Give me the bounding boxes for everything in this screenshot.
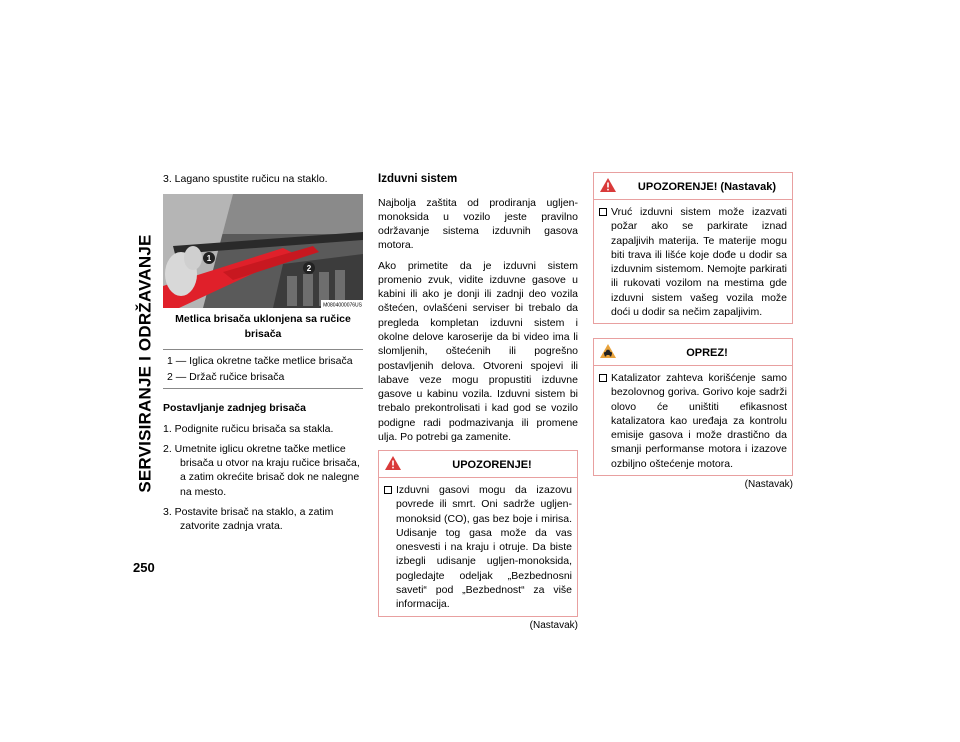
callout-1: 1 (206, 254, 212, 264)
warning-header (379, 451, 577, 478)
legend-item: 2 — Držač ručice brisača (167, 371, 285, 384)
caution-header (594, 339, 792, 366)
warning-item: Izduvni gasovi mogu da izazovu povrede ili smrt. Oni sadrže ugljen-monoksid (CO), gas bez boje i mirisa. Udisanje tog gasa može da vas onesvesti i na kraju i otruje. Da biste izbegli udisanje ugljen-monoksida, pogledajte odeljak „Bezbednosni saveti“ pod „Bezbednost“ za više informacija. (384, 483, 572, 611)
step-item: 1. Podignite ručicu brisača sa stakla. (163, 422, 334, 435)
caution-title: OPREZ! (686, 347, 728, 360)
figure-legend (163, 349, 363, 390)
caution-box (593, 338, 793, 476)
wiper-photo (163, 194, 363, 308)
checkbox-bullet-icon (599, 374, 607, 382)
warning-title: UPOZORENJE! (452, 459, 532, 472)
column-right (593, 172, 793, 492)
side-section-title: SERVISIRANJE I ODRŽAVANJE (135, 234, 155, 494)
continued-label: (Nastavak) (744, 478, 793, 490)
subheading-install-rear-wiper: Postavljanje zadnjeg brisača (163, 402, 306, 415)
warning-triangle-icon (600, 178, 616, 192)
caution-item: Katalizator zahteva korišćenje samo bezolovnog goriva. Gorivo koje sadrži olovo će uništiti efikasnost katalizatora kao uređaja za kontrolu emisije gasova i može drastično da smanji performanse motora i izazove ozbiljno oštećenje motora. (599, 371, 787, 471)
warning-title: UPOZORENJE! (Nastavak) (637, 181, 777, 193)
warning-box-continued (593, 172, 793, 324)
paragraph: Ako primetite da je izduvni sistem promenio zvuk, vidite izduvne gasove u kabini ili ako je donji ili zadnji deo vozila oštećen, ovlašćeni serviser bi trebalo da pregleda kompletan izduvni sistem i okolne delove karoserije da bi video ima li slomljenih, oštećenih ili pogrešno postavljenih delova. Otvoreni spojevi ili labave veze mogu propustiti izduvne gasove u kabinu vozila. Izduvni sistem bi trebalo prekontrolisati i kad god se vozilo podigne radi podmazivanja ili promene ulja. Po potrebi ga zamenite. (378, 259, 578, 443)
page-number: 250 (133, 560, 155, 575)
column-left (163, 172, 363, 539)
warning-item: Vruć izduvni sistem može izazvati požar ako se parkirate iznad zapaljivih materija. Te materije mogu biti trava ili lišće koje dođe u dodir sa izduvnim sistemom. Nemojte parkirati ili rukovati vozilom na mestima gde izduvni sistem vašeg vozila može doći u dodir sa nečim zapaljivim. (599, 205, 787, 319)
step-lower-arm: 3. Lagano spustite ručicu na staklo. (163, 173, 328, 185)
step-item: 3. Postavite brisač na staklo, a zatim zatvorite zadnja vrata. (163, 505, 334, 533)
continued-label: (Nastavak) (529, 619, 578, 631)
callout-2: 2 (306, 264, 312, 274)
checkbox-bullet-icon (384, 486, 392, 494)
car-caution-icon (600, 344, 616, 358)
section-heading-exhaust: Izduvni sistem (378, 173, 458, 185)
figure-caption: Metlica brisača uklonjena sa ručice brisača (175, 313, 351, 340)
paragraph: Najbolja zaštita od prodiranja ugljen-monoksida u vozilo jeste pravilno održavanje sistema izduvnih gasova motora. (378, 196, 578, 252)
warning-triangle-icon (385, 456, 401, 470)
legend-item: 1 — Iglica okretne tačke metlice brisača (167, 354, 353, 367)
checkbox-bullet-icon (599, 208, 607, 216)
step-item: 2. Umetnite iglicu okretne tačke metlice brisača u otvor na kraju ručice brisača, a zatim okrećite brisač dok ne nalegne na mesto. (163, 442, 360, 498)
column-middle (378, 172, 578, 632)
warning-box (378, 450, 578, 616)
figure-code: M0804000076US (323, 302, 362, 309)
warning-header (594, 173, 792, 200)
